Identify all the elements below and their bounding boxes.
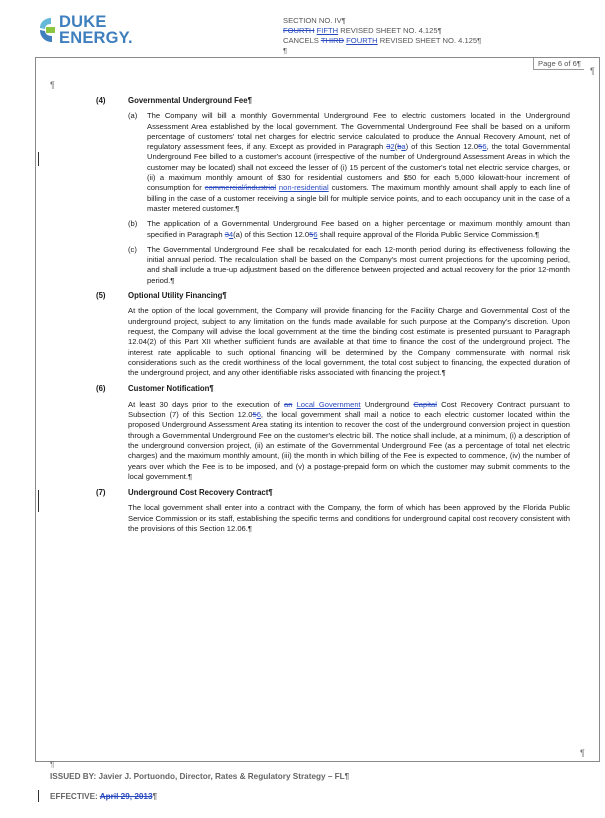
- deleted-text: 3: [224, 229, 229, 239]
- text-run: , the local government shall mail a notice to each electric customer located within the proposed Underground Assessment Area stating its intention to recover the cost of the underground conversion project in question through a Governmental Underground Fee on the customer's electric bill. The notice shall include, at a minimum, (i) a description of the underground conversion project, (ii) an estimate of the Governmental Underground Fee (as a percentage of total net electric charges) and the maximum monthly amount, (iii) the month in which billing of the Fee is expected to commence, (iv) the number of years over which the Fee is to be imposed, and (v) a postage-prepaid form on which the customer may submit comments to the local government.¶: [128, 410, 570, 481]
- document-body: [96, 96, 570, 540]
- section-title-4: Governmental Underground Fee¶: [128, 96, 252, 105]
- inserted-text: Local Government: [296, 399, 361, 409]
- header-paragraph-mark: ¶: [283, 46, 288, 55]
- page-number-label: Page 6 of 6¶: [533, 58, 584, 70]
- logo-line-2: ENERGY.: [59, 29, 133, 47]
- deleted-text: 5: [309, 229, 314, 239]
- effective-line: [50, 792, 157, 801]
- sheet-rest: REVISED SHEET NO. 4.125¶: [338, 26, 442, 35]
- subsection-4a: [128, 111, 570, 214]
- subsection-label-4a: (a): [128, 111, 138, 121]
- inserted-text: a: [401, 142, 406, 152]
- duke-energy-logo: [37, 14, 147, 50]
- subsection-4b: [128, 219, 570, 240]
- subsection-4c: [128, 245, 570, 286]
- change-bar: [38, 490, 39, 512]
- section-text-7: The local government shall enter into a contract with the Company, the form of which has been approved by the Florida Public Service Commission or its staff, establishing the specific terms and conditions for underground capital cost recovery consistent with the provisions of this Section 12.06.¶: [128, 503, 570, 533]
- cancels-deleted-word: THIRD: [320, 36, 345, 45]
- deleted-text: 5: [252, 410, 257, 420]
- section-text-5: At the option of the local government, the Company will provide financing for the Facility Charge and Governmental Cost of the underground project, subject to any limitation on the funds made available for such purpose at the Company's discretion. Upon request, the Company will advise the local government at the time the binding cost estimate is presented pursuant to Paragraph 12.04(2) of this Part XII whether sufficient funds are available at that time to finance the cost of the underground project. The interest rate applicable to such optional financing will be determined by the Company commensurate with normal risk considerations such as the credit worthiness of the local government, the total cost subject to financing, the expected duration of the underground project, and any other identifiable risks associated with financing the project.¶: [128, 306, 570, 378]
- top-left-paragraph-mark: ¶: [50, 80, 55, 90]
- cancels-line: [283, 36, 481, 45]
- section-title-5: Optional Utility Financing¶: [128, 291, 227, 301]
- text-run: shall require approval of the Florida Public Service Commission.¶: [317, 229, 540, 239]
- section-number: SECTION NO. IV¶: [283, 16, 346, 25]
- inserted-text: 4: [228, 229, 234, 239]
- section-heading-7: [96, 488, 570, 498]
- subsection-label-4c: (c): [128, 244, 137, 254]
- cancels-rest: REVISED SHEET NO. 4.125¶: [377, 36, 482, 45]
- section-heading-5: [96, 291, 570, 301]
- deleted-text: 5: [478, 142, 483, 152]
- text-run: Cost Recovery Contract pursuant to Subsection (7) of this Section 12.0: [128, 399, 570, 420]
- section-number-5: (5): [96, 291, 106, 301]
- text-run: ) of this Section 12.0: [405, 142, 479, 152]
- text-run: (a) of this Section 12.0: [233, 229, 310, 239]
- text-run: At least 30 days prior to the execution of: [128, 399, 284, 409]
- section-title-6: Customer Notification¶: [128, 384, 214, 394]
- subsection-text-4b: [147, 219, 570, 240]
- subsection-text-4c: The Governmental Underground Fee shall be recalculated for each 12-month period during its effectiveness following the initial annual period. The recalculation shall be based on the Company's most current projections for the upcoming period, and shall include a true-up adjustment based on the difference between projected and actual recovery for the prior 12-month period.¶: [147, 244, 570, 285]
- inserted-text: non-residential: [278, 183, 329, 193]
- sheet-deleted-word: FOURTH: [283, 26, 315, 35]
- inserted-text: 2: [390, 142, 395, 152]
- text-run: , the total Governmental Underground Fee billed to a customer's account (irrespective of the number of Underground Assessment Areas in which the customer may be located) shall not exceed the lesser of (i) 15 percent of the customer's total net electric service charges, or (ii) a maximum monthly amount of $30 for residential customers and $50 for each 5,000 kilowatt-hour increment of consumption for: [147, 142, 571, 193]
- deleted-text: commercial/industrial: [204, 183, 277, 193]
- change-bar: [38, 790, 39, 802]
- inserted-text: 6: [313, 229, 318, 239]
- subsection-label-4b: (b): [128, 219, 138, 229]
- section-text-6: [128, 400, 570, 482]
- sheet-inserted-word: FIFTH: [316, 26, 339, 35]
- section-number-4: (4): [96, 96, 106, 105]
- section-title-7: Underground Cost Recovery Contract¶: [128, 488, 273, 498]
- effective-label: EFFECTIVE:: [50, 792, 100, 801]
- cancels-inserted-word: FOURTH: [346, 36, 378, 45]
- text-run: Underground: [360, 399, 414, 409]
- subsection-text-4a: [147, 111, 570, 214]
- section-heading-4: [96, 96, 570, 106]
- effective-end-mark: ¶: [152, 792, 158, 801]
- deleted-text: Capital: [413, 399, 437, 409]
- deleted-text: an: [283, 399, 293, 409]
- text-run: (: [394, 142, 398, 152]
- inserted-text: 6: [482, 142, 487, 152]
- logo-line-1: DUKE: [59, 13, 107, 31]
- issued-by: ISSUED BY: Javier J. Portuondo, Director, Rates & Regulatory Strategy – FL¶: [50, 772, 350, 781]
- cancels-prefix: CANCELS: [283, 36, 321, 45]
- bottom-right-paragraph-mark: ¶: [580, 748, 585, 758]
- inserted-text: 6: [256, 410, 261, 420]
- change-bar: [38, 152, 39, 166]
- deleted-text: b: [397, 142, 402, 152]
- effective-date-deleted: April 29, 2013: [99, 792, 153, 801]
- section-number-7: (7): [96, 488, 106, 498]
- sheet-number-line: [283, 26, 442, 35]
- deleted-text: 3: [386, 142, 391, 152]
- footer-paragraph-mark: ¶: [50, 760, 55, 769]
- text-run: The application of a Governmental Underground Fee based on a higher percentage or maximum monthly amount than specified in Paragraph: [147, 219, 570, 239]
- section-heading-6: [96, 384, 570, 394]
- duke-energy-logo-mark-icon: [37, 14, 59, 48]
- top-right-paragraph-mark: ¶: [590, 66, 595, 76]
- text-run: The Company will bill a monthly Governmental Underground Fee to electric customers located in the Underground Assessment Area established by the local government. The Governmental Underground Fee shall be based on a uniform percentage of customers' total net charges for electric service calculated to produce the Annual Recovery Amount, net of regulatory assessment fees, if any. Except as provided in Paragraph: [147, 111, 570, 152]
- text-run: customers. The maximum monthly amount shall apply to each line of billing in the case of a customer receiving a single bill for multiple service points, and to each occupancy unit in the case of a master metered customer.¶: [147, 183, 571, 213]
- section-number-6: (6): [96, 384, 106, 394]
